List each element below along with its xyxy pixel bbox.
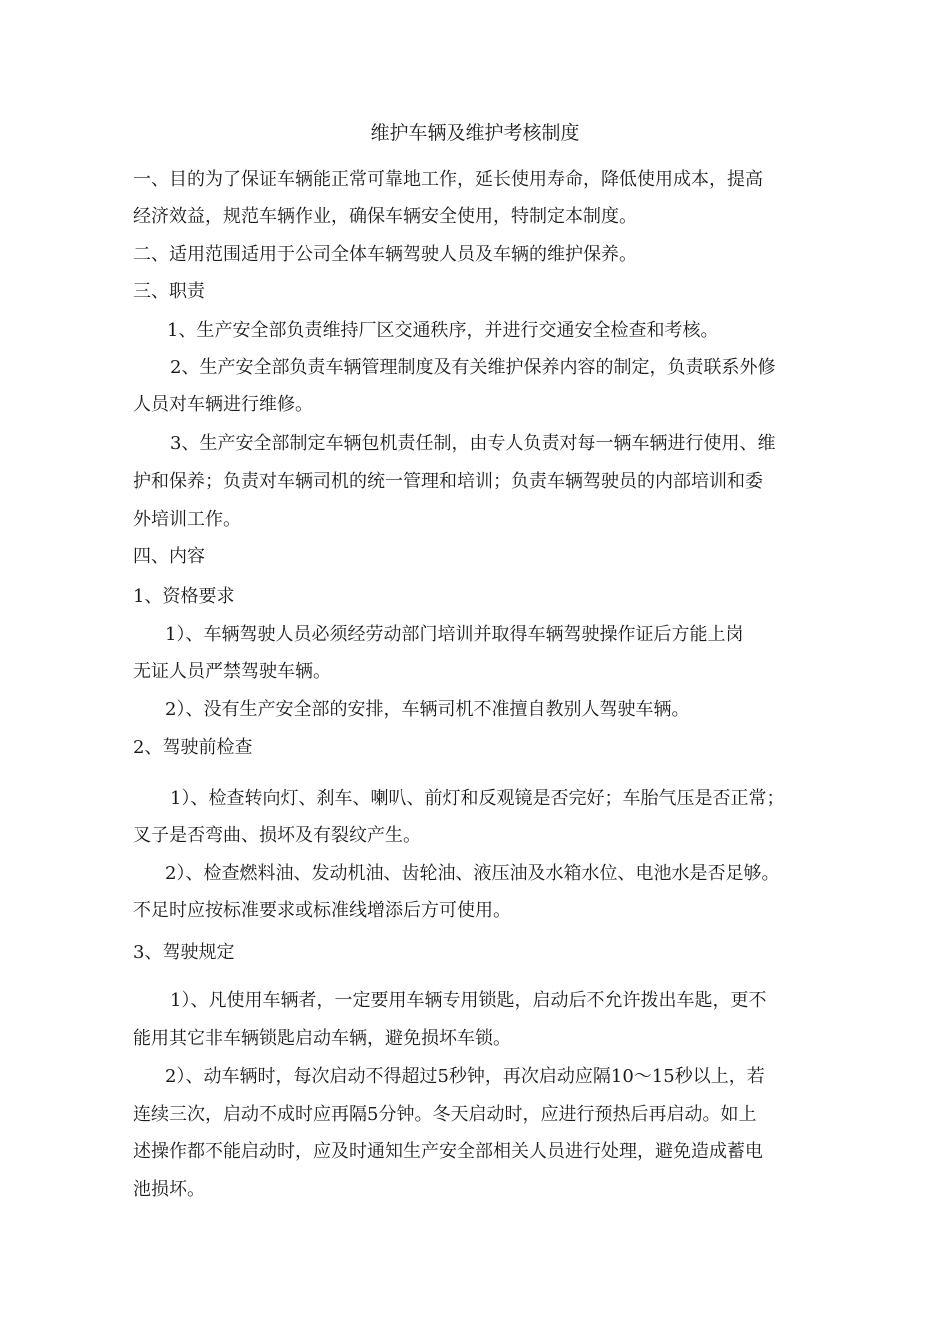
line-duty-1: 1、生产安全部负责维持厂区交通秩序，并进行交通安全检查和考核。	[167, 320, 719, 341]
line-check-1a: 1）、检查转向灯、刹车、喇叭、前灯和反观镜是否完好；车胎气压是否正常；	[170, 788, 785, 809]
line-rule-2c: 述操作都不能启动时，应及时通知生产安全部相关人员进行处理，避免造成蓄电	[133, 1141, 763, 1162]
line-duty-2a: 2、生产安全部负责车辆管理制度及有关维护保养内容的制定，负责联系外修	[170, 357, 776, 378]
line-qual-1b: 无证人员严禁驾驶车辆。	[133, 661, 331, 682]
line-purpose-1: 一、目的为了保证车辆能正常可靠地工作，延长使用寿命，降低使用成本，提高	[133, 169, 763, 190]
line-qual-2: 2）、没有生产安全部的安排，车辆司机不准擅自教别人驾驶车辆。	[165, 699, 690, 720]
line-check-2a: 2）、检查燃料油、发动机油、齿轮油、液压油及水箱水位、电池水是否足够。	[165, 863, 780, 884]
line-check-1b: 叉子是否弯曲、损坏及有裂纹产生。	[133, 825, 421, 846]
line-qual-1a: 1）、车辆驾驶人员必须经劳动部门培训并取得车辆驾驶操作证后方能上岗	[165, 624, 744, 645]
line-rule-1a: 1）、凡使用车辆者，一定要用车辆专用锁匙，启动后不允许拨出车匙，更不	[170, 990, 767, 1011]
line-duty-2b: 人员对车辆进行维修。	[133, 394, 313, 415]
line-rule-2b: 连续三次，启动不成时应再隔5分钟。冬天启动时，应进行预热后再启动。如上	[133, 1104, 757, 1125]
line-rule-2a: 2）、动车辆时，每次启动不得超过5秒钟，再次启动应隔10〜15秒以上，若	[165, 1066, 765, 1087]
line-duty-3b: 护和保养；负责对车辆司机的统一管理和培训；负责车辆驾驶员的内部培训和委	[133, 471, 763, 492]
line-duty-3c: 外培训工作。	[133, 509, 241, 530]
line-scope: 二、适用范围适用于公司全体车辆驾驶人员及车辆的维护保养。	[133, 244, 637, 265]
line-rule-2d: 池损坏。	[133, 1179, 205, 1200]
subheading-driving-rules: 3、驾驶规定	[133, 942, 235, 963]
line-rule-1b: 能用其它非车辆锁匙启动车辆，避免损坏车锁。	[133, 1028, 511, 1049]
document-title: 维护车辆及维护考核制度	[370, 122, 580, 144]
subheading-pre-drive-check: 2、驾驶前检查	[133, 737, 253, 758]
section-heading-duties: 三、职责	[133, 281, 205, 302]
section-heading-content: 四、内容	[133, 546, 205, 567]
line-duty-3a: 3、生产安全部制定车辆包机责任制，由专人负责对每一辆车辆进行使用、维	[170, 433, 776, 454]
subheading-qualification: 1、资格要求	[133, 586, 235, 607]
line-purpose-2: 经济效益，规范车辆作业，确保车辆安全使用，特制定本制度。	[133, 206, 637, 227]
line-check-2b: 不足时应按标准要求或标准线增添后方可使用。	[133, 900, 511, 921]
